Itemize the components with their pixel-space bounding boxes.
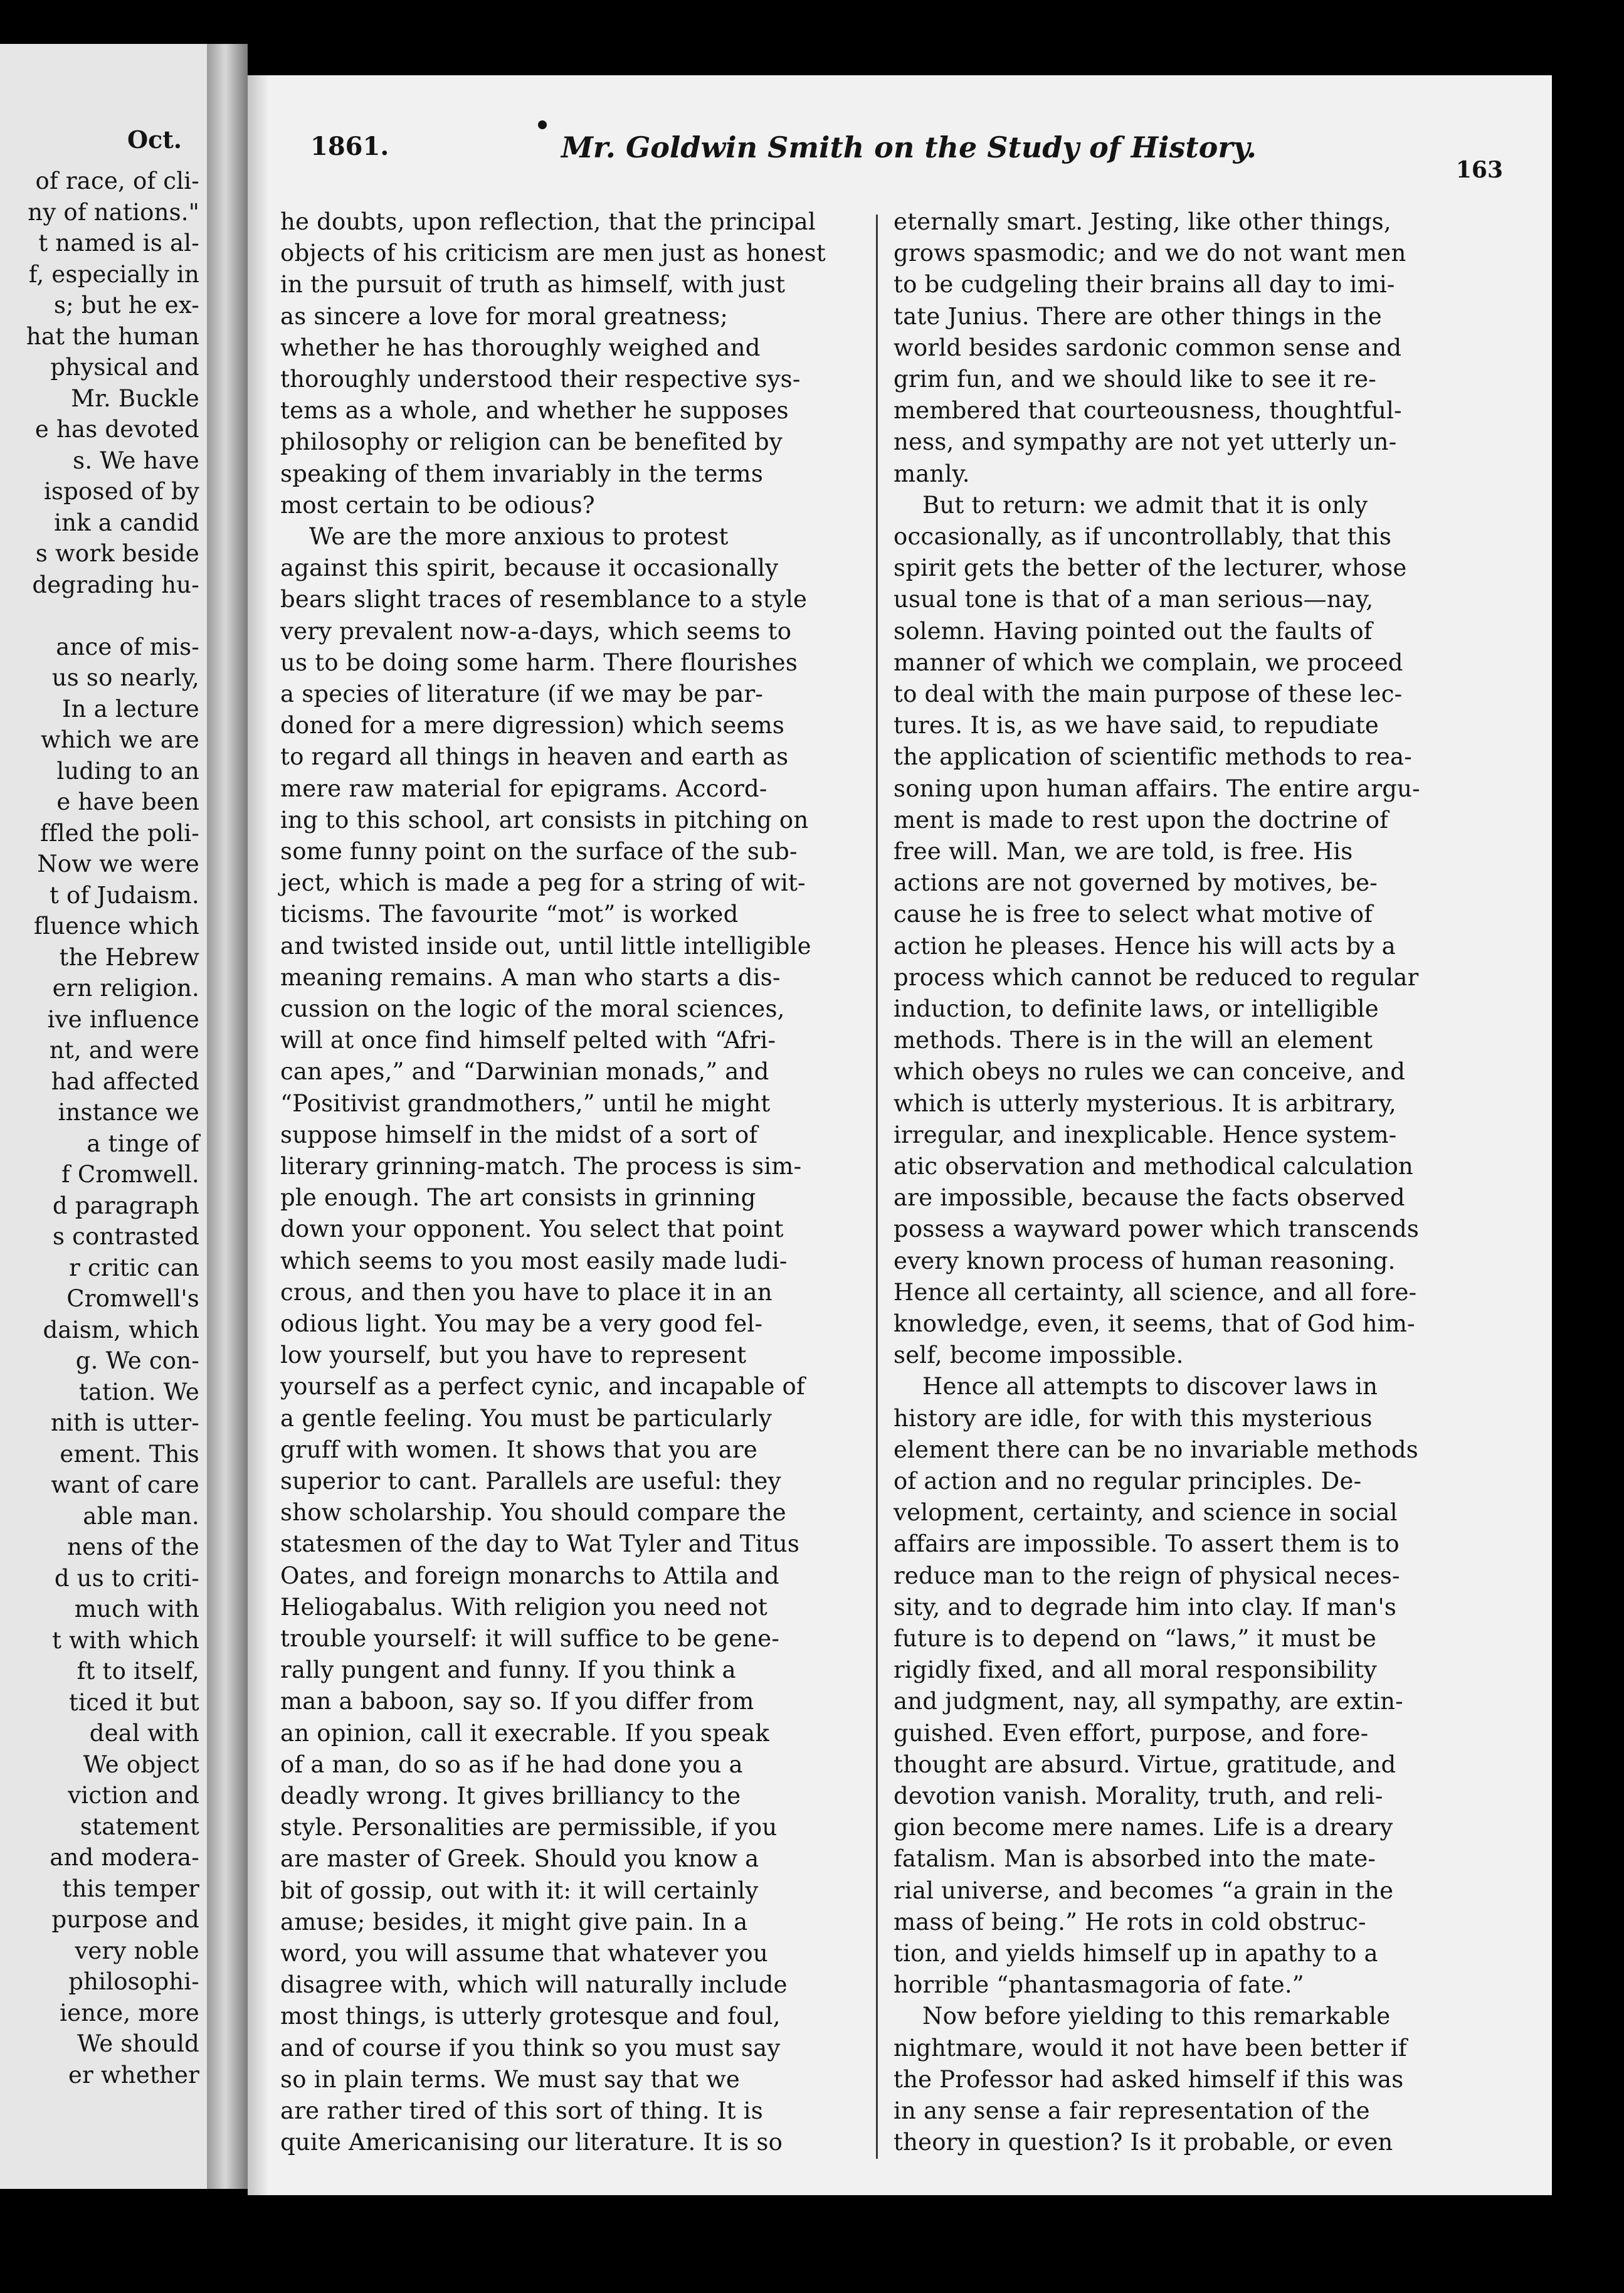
- text-line: an opinion, call it execrable. If you speak: [280, 1719, 769, 1747]
- text-line: purpose and: [51, 1906, 199, 1933]
- text-line: r critic can: [69, 1254, 199, 1281]
- text-line: nith is utter-: [50, 1409, 199, 1436]
- text-line: “Positivist grandmothers,” until he might: [280, 1089, 771, 1117]
- text-line: soning upon human affairs. The entire argu-: [894, 775, 1420, 802]
- text-line: ple enough. The art consists in grinning: [280, 1184, 756, 1212]
- text-line: Cromwell's: [66, 1285, 199, 1312]
- text-line: which is utterly mysterious. It is arbitrary,: [894, 1089, 1396, 1117]
- text-line: disagree with, which will naturally include: [280, 1971, 788, 1999]
- text-line: reduce man to the reign of physical neces-: [894, 1562, 1400, 1589]
- running-title: Mr. Goldwin Smith on the Study of History.: [561, 130, 1257, 164]
- text-line: doned for a mere digression) which seems: [280, 712, 785, 739]
- text-line: whether he has thoroughly weighed and: [280, 334, 761, 361]
- text-line: will at once find himself pelted with “Afri-: [280, 1027, 776, 1054]
- text-line: ticisms. The favourite “mot” is worked: [280, 901, 739, 928]
- text-line: instance we: [58, 1099, 199, 1126]
- text-line: daism, which: [43, 1316, 199, 1343]
- text-line: of a man, do so as if he had done you a: [280, 1750, 743, 1778]
- text-line: solemn. Having pointed out the faults of: [894, 617, 1373, 645]
- text-line: g. We con-: [75, 1347, 199, 1374]
- text-line: in the pursuit of truth as himself, with just: [280, 271, 786, 299]
- text-line: of action and no regular principles. De-: [894, 1468, 1362, 1495]
- text-line: cause he is free to select what motive of: [894, 901, 1373, 928]
- text-line: affairs are impossible. To assert them is to: [894, 1530, 1400, 1558]
- text-line: nightmare, would it not have been better if: [894, 2034, 1407, 2062]
- text-line: of race, of cli-: [35, 167, 199, 194]
- text-line: mass of being.” He rots in cold obstruc-: [894, 1908, 1366, 1936]
- text-line: in any sense a fair representation of the: [894, 2097, 1370, 2124]
- text-line: devotion vanish. Morality, truth, and reli-: [894, 1782, 1383, 1809]
- text-line: grim fun, and we should like to see it re-: [894, 366, 1376, 393]
- text-line: Hence all attempts to discover laws in: [922, 1373, 1378, 1401]
- text-line: are impossible, because the facts observed: [894, 1184, 1405, 1212]
- text-line: ject, which is made a peg for a string of wit-: [280, 869, 806, 897]
- text-line: ement. This: [60, 1440, 199, 1468]
- text-line: against this spirit, because it occasionally: [280, 554, 779, 582]
- text-line: manner of which we complain, we proceed: [894, 649, 1403, 676]
- text-line: want of care: [51, 1471, 199, 1498]
- text-line: possess a wayward power which transcends: [894, 1215, 1420, 1243]
- text-line: much with: [74, 1596, 199, 1623]
- text-line: ance of mis-: [56, 633, 199, 660]
- text-line: s. We have: [73, 447, 199, 474]
- text-line: meaning remains. A man who starts a dis-: [280, 963, 781, 991]
- text-line: physical and: [50, 354, 199, 381]
- text-line: ticed it but: [68, 1688, 199, 1716]
- text-line: show scholarship. You should compare the: [280, 1499, 786, 1527]
- text-line: e has devoted: [34, 416, 199, 443]
- text-line: occasionally, as if uncontrollably, that this: [894, 523, 1392, 550]
- text-line: We object: [83, 1750, 199, 1778]
- text-line: and modera-: [50, 1844, 199, 1871]
- text-line: s work beside: [35, 540, 199, 567]
- text-line: horrible “phantasmagoria of fate.”: [894, 1971, 1304, 1999]
- text-line: bears slight traces of resemblance to a style: [280, 586, 808, 613]
- text-line: ive influence: [47, 1005, 199, 1033]
- right-page: [248, 75, 1552, 2195]
- text-line: can apes,” and “Darwinian monads,” and: [280, 1058, 769, 1086]
- text-line: philosophy or religion can be benefited by: [280, 428, 783, 456]
- text-line: yourself as a perfect cynic, and incapable of: [280, 1373, 805, 1401]
- text-line: ft to itself,: [76, 1658, 199, 1685]
- text-line: very noble: [75, 1937, 199, 1964]
- text-line: style. Personalities are permissible, if you: [280, 1814, 778, 1841]
- text-line: philosophi-: [68, 1968, 199, 1995]
- text-line: suppose himself in the midst of a sort of: [280, 1121, 758, 1148]
- text-line: usual tone is that of a man serious—nay,: [894, 586, 1374, 613]
- text-line: guished. Even effort, purpose, and fore-: [894, 1719, 1369, 1747]
- text-line: process which cannot be reduced to regular: [894, 963, 1419, 991]
- text-line: most certain to be odious?: [280, 491, 595, 519]
- text-line: the Professor had asked himself if this was: [894, 2065, 1404, 2093]
- text-line: the Hebrew: [59, 943, 199, 971]
- text-line: bit of gossip, out with it: it will certainly: [280, 1877, 759, 1904]
- text-line: future is to depend on “laws,” it must be: [894, 1625, 1377, 1652]
- text-line: this temper: [62, 1875, 199, 1902]
- text-line: man a baboon, say so. If you differ from: [280, 1688, 754, 1715]
- text-line: literary grinning-match. The process is sim-: [280, 1153, 802, 1180]
- text-line: tems as a whole, and whether he supposes: [280, 397, 789, 425]
- text-line: rial universe, and becomes “a grain in the: [894, 1877, 1394, 1904]
- text-line: element there can be no invariable methods: [894, 1436, 1418, 1463]
- text-line: t named is al-: [38, 230, 199, 257]
- text-line: most things, is utterly grotesque and foul,: [280, 2003, 781, 2030]
- text-line: We are the more anxious to protest: [309, 523, 729, 550]
- text-line: velopment, certainty, and science in social: [894, 1499, 1398, 1527]
- ink-dot: [538, 120, 547, 129]
- text-line: history are idle, for with this mysterious: [894, 1404, 1373, 1432]
- text-line: luding to an: [56, 757, 199, 785]
- text-line: grows spasmodic; and we do not want men: [894, 240, 1406, 267]
- text-line: are master of Greek. Should you know a: [280, 1845, 759, 1873]
- text-line: f Cromwell.: [61, 1161, 199, 1188]
- text-line: us so nearly,: [51, 664, 199, 691]
- text-line: f, especially in: [28, 260, 199, 288]
- text-line: tate Junius. There are other things in the: [894, 302, 1382, 330]
- text-line: speaking of them invariably in the terms: [280, 460, 764, 487]
- text-line: superior to cant. Parallels are useful: they: [280, 1468, 781, 1495]
- text-line: atic observation and methodical calculation: [894, 1153, 1413, 1180]
- text-line: But to return: we admit that it is only: [922, 491, 1368, 519]
- text-line: Heliogabalus. With religion you need not: [280, 1593, 767, 1621]
- text-line: membered that courteousness, thoughtful-: [894, 397, 1402, 425]
- text-line: We should: [77, 2030, 199, 2057]
- text-line: had affected: [51, 1067, 199, 1095]
- text-line: rigidly fixed, and all moral responsibility: [894, 1656, 1377, 1684]
- text-line: irregular, and inexplicable. Hence system-: [894, 1121, 1397, 1148]
- text-line: s; but he ex-: [53, 292, 199, 319]
- page-number: 163: [1455, 157, 1503, 183]
- text-line: statement: [80, 1813, 199, 1840]
- text-line: s contrasted: [52, 1223, 199, 1250]
- text-line: trouble yourself: it will suffice to be gene-: [280, 1625, 780, 1652]
- text-line: which seems to you most easily made ludi-: [280, 1247, 788, 1274]
- page-year: 1861.: [310, 132, 389, 161]
- text-line: tation. We: [78, 1378, 199, 1406]
- text-line: theory in question? Is it probable, or even: [894, 2129, 1393, 2156]
- text-line: eternally smart. Jesting, like other things,: [894, 208, 1391, 235]
- text-line: Oates, and foreign monarchs to Attila and: [280, 1562, 779, 1589]
- text-line: Now we were: [37, 850, 199, 877]
- left-running-head: Oct.: [127, 125, 182, 154]
- text-line: Now before yielding to this remarkable: [922, 2003, 1391, 2030]
- text-line: are rather tired of this sort of thing. It is: [280, 2097, 763, 2124]
- text-line: rally pungent and funny. If you think a: [280, 1656, 736, 1684]
- text-line: Hence all certainty, all science, and all fore-: [894, 1278, 1417, 1306]
- text-line: deal with: [89, 1720, 199, 1747]
- text-line: actions are not governed by motives, be-: [894, 869, 1378, 897]
- text-line: ink a candid: [54, 509, 199, 536]
- text-line: gion become mere names. Life is a dreary: [894, 1814, 1393, 1841]
- text-line: tures. It is, as we have said, to repudiate: [894, 712, 1379, 739]
- book-gutter: [207, 44, 248, 2189]
- text-line: d paragraph: [52, 1192, 199, 1219]
- text-line: knowledge, even, it seems, that of God him-: [894, 1310, 1415, 1337]
- text-line: fatalism. Man is absorbed into the mate-: [894, 1845, 1376, 1873]
- text-line: as sincere a love for moral greatness;: [280, 302, 728, 330]
- text-line: every known process of human reasoning.: [894, 1247, 1396, 1274]
- text-line: self, become impossible.: [894, 1342, 1184, 1369]
- text-line: ny of nations.": [28, 198, 199, 226]
- text-line: which we are: [40, 726, 199, 753]
- text-line: which obeys no rules we can conceive, and: [894, 1058, 1406, 1086]
- text-line: er whether: [68, 2061, 199, 2089]
- text-line: able man.: [83, 1502, 199, 1530]
- text-line: a gentle feeling. You must be particularly: [280, 1404, 772, 1432]
- text-line: to regard all things in heaven and earth as: [280, 743, 789, 771]
- text-line: ment is made to rest upon the doctrine of: [894, 806, 1389, 834]
- text-line: spirit gets the better of the lecturer, whose: [894, 554, 1407, 582]
- text-line: down your opponent. You select that point: [280, 1215, 784, 1243]
- text-line: e have been: [56, 788, 199, 815]
- text-line: mere raw material for epigrams. Accord-: [280, 775, 767, 802]
- text-line: to deal with the main purpose of these lec-: [894, 680, 1403, 707]
- text-line: some funny point on the surface of the sub-: [280, 838, 798, 865]
- text-line: nens of the: [67, 1533, 199, 1560]
- text-line: he doubts, upon reflection, that the principal: [280, 208, 816, 235]
- text-line: ience, more: [60, 1999, 199, 2026]
- text-line: fluence which: [34, 913, 199, 940]
- text-line: statesmen of the day to Wat Tyler and Titus: [280, 1530, 800, 1558]
- text-line: free will. Man, we are told, is free. His: [894, 838, 1353, 865]
- text-line: hat the human: [26, 322, 199, 350]
- text-line: In a lecture: [61, 695, 199, 723]
- text-line: action he pleases. Hence his will acts by a: [894, 932, 1396, 960]
- text-line: viction and: [68, 1782, 199, 1809]
- text-line: so in plain terms. We must say that we: [280, 2065, 740, 2093]
- text-line: ing to this school, art consists in pitching on: [280, 806, 809, 834]
- text-line: quite Americanising our literature. It is so: [280, 2129, 783, 2156]
- text-line: nt, and were: [49, 1037, 199, 1064]
- text-line: crous, and then you have to place it in an: [280, 1278, 772, 1306]
- text-line: methods. There is in the will an element: [894, 1027, 1373, 1054]
- text-line: the application of scientific methods to rea-: [894, 743, 1412, 771]
- text-line: t of Judaism.: [49, 881, 199, 909]
- text-line: ffled the poli-: [40, 819, 199, 847]
- text-line: isposed of by: [43, 478, 199, 505]
- text-line: ern religion.: [52, 975, 199, 1002]
- text-line: a tinge of: [87, 1130, 199, 1157]
- text-line: world besides sardonic common sense and: [894, 334, 1402, 361]
- text-line: tion, and yields himself up in apathy to a: [894, 1940, 1378, 1967]
- text-line: thought are absurd. Virtue, gratitude, and: [894, 1750, 1396, 1778]
- text-line: sity, and to degrade him into clay. If man's: [894, 1593, 1397, 1621]
- left-page: [0, 44, 207, 2189]
- text-line: word, you will assume that whatever you: [280, 1940, 768, 1967]
- text-line: gruff with women. It shows that you are: [280, 1436, 757, 1463]
- text-line: induction, to definite laws, or intelligible: [894, 995, 1379, 1022]
- text-line: odious light. You may be a very good fel-: [280, 1310, 763, 1337]
- text-line: degrading hu-: [32, 571, 199, 598]
- text-line: and twisted inside out, until little intelligible: [280, 932, 811, 960]
- text-line: manly.: [894, 460, 970, 487]
- text-line: to be cudgeling their brains all day to imi-: [894, 271, 1395, 299]
- text-line: deadly wrong. It gives brilliancy to the: [280, 1782, 741, 1809]
- text-line: thoroughly understood their respective sys-: [280, 366, 801, 393]
- text-line: cussion on the logic of the moral sciences,: [280, 995, 785, 1022]
- text-line: a species of literature (if we may be par-: [280, 680, 764, 707]
- text-line: d us to criti-: [54, 1564, 199, 1592]
- text-line: low yourself, but you have to represent: [280, 1342, 747, 1369]
- text-line: very prevalent now-a-days, which seems to: [280, 617, 792, 645]
- text-line: and of course if you think so you must say: [280, 2034, 781, 2062]
- column-rule: [876, 214, 878, 2159]
- text-line: t with which: [52, 1626, 199, 1654]
- text-line: ness, and sympathy are not yet utterly un-: [894, 428, 1397, 456]
- text-line: and judgment, nay, all sympathy, are extin-: [894, 1688, 1403, 1715]
- text-line: us to be doing some harm. There flourishes: [280, 649, 798, 676]
- text-line: objects of his criticism are men just as honest: [280, 240, 826, 267]
- text-line: amuse; besides, it might give pain. In a: [280, 1908, 748, 1936]
- text-line: Mr. Buckle: [71, 384, 199, 412]
